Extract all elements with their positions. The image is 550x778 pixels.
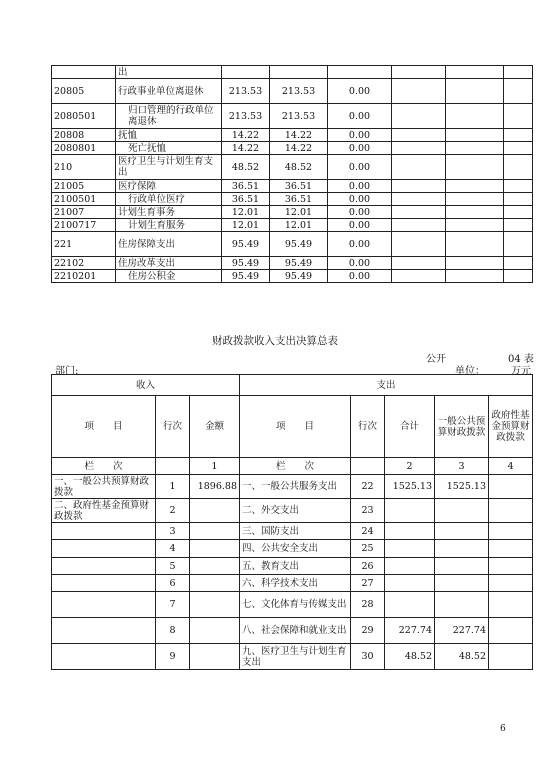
- row-amount: 95.49: [222, 232, 270, 257]
- empty-cell: [392, 206, 446, 219]
- row-code: [52, 66, 116, 79]
- table-number: 04 表: [508, 354, 534, 365]
- row-project: 0.00: [328, 270, 392, 283]
- row-basic: 14.22: [270, 129, 328, 142]
- row-basic: 12.01: [270, 206, 328, 219]
- general-budget-value: [435, 558, 489, 575]
- income-item: [52, 575, 156, 592]
- row-name: 归口管理的行政单位离退休: [116, 104, 222, 129]
- row-amount: 14.22: [222, 129, 270, 142]
- income-line: 9: [156, 644, 190, 670]
- expense-item: 二、外交支出: [240, 499, 351, 523]
- row-name: 住房改革支出: [116, 257, 222, 270]
- general-budget-header: 一般公共预算财政拨款: [435, 396, 489, 458]
- empty-cell: [392, 79, 446, 104]
- empty-cell: [446, 79, 504, 104]
- income-amount: [190, 499, 240, 523]
- row-code: 2080801: [52, 142, 116, 155]
- row-project: 0.00: [328, 129, 392, 142]
- row-project: 0.00: [328, 180, 392, 193]
- fund-budget-value: [489, 575, 533, 592]
- row-project: 0.00: [328, 155, 392, 180]
- expense-item: 八、社会保障和就业支出: [240, 618, 351, 644]
- row-name: 医疗保障: [116, 180, 222, 193]
- table-row: [52, 257, 533, 270]
- row-code: 2100717: [52, 219, 116, 232]
- income-item: 一、一般公共预算财政拨款: [52, 475, 156, 499]
- row-basic: 12.01: [270, 219, 328, 232]
- empty-cell: [504, 155, 533, 180]
- income-line: 7: [156, 592, 190, 618]
- empty-cell: [504, 257, 533, 270]
- expense-total: 227.74: [385, 618, 435, 644]
- expense-line: 25: [351, 540, 385, 558]
- income-item-header: 项 目: [52, 396, 156, 458]
- empty-cell: [504, 193, 533, 206]
- expense-total: 1525.13: [385, 475, 435, 499]
- table-row: [52, 232, 533, 257]
- row-name: 计划生育事务: [116, 206, 222, 219]
- row-code: 2100501: [52, 193, 116, 206]
- income-amount: [190, 618, 240, 644]
- empty-cell: [504, 129, 533, 142]
- empty-cell: [392, 219, 446, 232]
- general-budget-value: [435, 523, 489, 540]
- empty-cell: [446, 206, 504, 219]
- expense-line: 22: [351, 475, 385, 499]
- empty-cell: [504, 79, 533, 104]
- expense-header: 支出: [240, 375, 533, 396]
- expense-line: 28: [351, 592, 385, 618]
- empty-cell: [504, 180, 533, 193]
- fund-budget-value: [489, 523, 533, 540]
- table-row: [52, 219, 533, 232]
- expense-item: 三、国防支出: [240, 523, 351, 540]
- row-name: 抚恤: [116, 129, 222, 142]
- fund-budget-value: [489, 618, 533, 644]
- empty-cell: [446, 155, 504, 180]
- row-code: 2080501: [52, 104, 116, 129]
- row-basic: 95.49: [270, 270, 328, 283]
- empty-cell: [446, 142, 504, 155]
- summary-table-title: 财政拨款收入支出决算总表: [212, 335, 338, 347]
- expense-lanci: 栏 次: [240, 458, 351, 475]
- table-row: [52, 142, 533, 155]
- row-basic: 14.22: [270, 142, 328, 155]
- income-item: 二、政府性基金预算财政拨款: [52, 499, 156, 523]
- public-label: 公开: [426, 354, 446, 365]
- expense-total: [385, 575, 435, 592]
- empty-cell: [392, 232, 446, 257]
- expense-line: 26: [351, 558, 385, 575]
- empty-cell: [446, 257, 504, 270]
- general-budget-value: [435, 499, 489, 523]
- row-name: 住房公积金: [116, 270, 222, 283]
- expense-item: 五、教育支出: [240, 558, 351, 575]
- row-basic: [270, 66, 328, 79]
- empty-cell: [446, 270, 504, 283]
- empty-cell: [392, 142, 446, 155]
- unit-label: 单位：: [455, 366, 485, 377]
- row-amount: 48.52: [222, 155, 270, 180]
- row-project: 0.00: [328, 257, 392, 270]
- row-project: 0.00: [328, 142, 392, 155]
- row-name: 死亡抚恤: [116, 142, 222, 155]
- row-name: 行政单位医疗: [116, 193, 222, 206]
- income-item: [52, 644, 156, 670]
- row-basic: 36.51: [270, 180, 328, 193]
- table-row: [52, 66, 533, 79]
- income-amount: 1896.88: [190, 475, 240, 499]
- row-code: 210: [52, 155, 116, 180]
- empty-cell: [446, 193, 504, 206]
- expense-item: 六、科学技术支出: [240, 575, 351, 592]
- row-name: 住房保障支出: [116, 232, 222, 257]
- empty-cell: [392, 129, 446, 142]
- income-line-header: 行次: [156, 396, 190, 458]
- row-code: 20808: [52, 129, 116, 142]
- table-row: [52, 104, 533, 129]
- income-amount: [190, 644, 240, 670]
- table-row: [52, 592, 533, 618]
- income-line: 4: [156, 540, 190, 558]
- table-row: [52, 79, 533, 104]
- empty-cell: [446, 104, 504, 129]
- expense-line: 24: [351, 523, 385, 540]
- table-row: [52, 644, 533, 670]
- income-line: 3: [156, 523, 190, 540]
- fund-budget-value: [489, 475, 533, 499]
- general-budget-value: [435, 592, 489, 618]
- row-amount: 12.01: [222, 219, 270, 232]
- lanci-3: 3: [435, 458, 489, 475]
- income-line: 5: [156, 558, 190, 575]
- page-number: 6: [500, 724, 506, 734]
- general-budget-value: [435, 575, 489, 592]
- row-code: 2210201: [52, 270, 116, 283]
- row-amount: 95.49: [222, 270, 270, 283]
- fund-budget-value: [489, 540, 533, 558]
- row-name: 计划生育服务: [116, 219, 222, 232]
- lanci-1: 1: [190, 458, 240, 475]
- table-row: [52, 155, 533, 180]
- table-row: [52, 575, 533, 592]
- row-amount: 36.51: [222, 180, 270, 193]
- row-code: 21005: [52, 180, 116, 193]
- empty-cell: [504, 270, 533, 283]
- expense-line: 27: [351, 575, 385, 592]
- table-row: [52, 180, 533, 193]
- general-budget-value: 227.74: [435, 618, 489, 644]
- row-amount: 14.22: [222, 142, 270, 155]
- income-lanci: 栏 次: [52, 458, 156, 475]
- row-basic: 48.52: [270, 155, 328, 180]
- row-basic: 95.49: [270, 232, 328, 257]
- row-amount: 213.53: [222, 104, 270, 129]
- fund-budget-header: 政府性基金预算财政拨款: [489, 396, 533, 458]
- department-label: 部门:: [55, 366, 79, 377]
- empty-cell: [392, 193, 446, 206]
- row-name: 行政事业单位离退休: [116, 79, 222, 104]
- income-line: 2: [156, 499, 190, 523]
- empty-cell: [392, 257, 446, 270]
- income-amount: [190, 558, 240, 575]
- expenditure-detail-table: [51, 65, 533, 283]
- row-project: 0.00: [328, 219, 392, 232]
- income-line: 6: [156, 575, 190, 592]
- row-amount: [222, 66, 270, 79]
- row-basic: 95.49: [270, 257, 328, 270]
- income-amount-header: 金额: [190, 396, 240, 458]
- lanci-4: 4: [489, 458, 533, 475]
- expense-total: [385, 540, 435, 558]
- expense-line: 30: [351, 644, 385, 670]
- empty-cell: [392, 155, 446, 180]
- table-row: [52, 206, 533, 219]
- empty-cell: [504, 104, 533, 129]
- row-project: 0.00: [328, 79, 392, 104]
- empty-cell: [504, 219, 533, 232]
- table-row: [52, 129, 533, 142]
- row-basic: 36.51: [270, 193, 328, 206]
- income-header: 收入: [52, 375, 240, 396]
- table-row: [52, 270, 533, 283]
- fiscal-summary-table: [51, 374, 533, 670]
- expense-item-header: 项 目: [240, 396, 351, 458]
- row-amount: 213.53: [222, 79, 270, 104]
- table-row: [52, 540, 533, 558]
- income-item: [52, 540, 156, 558]
- expense-item: 四、公共安全支出: [240, 540, 351, 558]
- row-project: 0.00: [328, 193, 392, 206]
- row-basic: 213.53: [270, 79, 328, 104]
- expense-total: [385, 592, 435, 618]
- empty-cell: [446, 66, 504, 79]
- expense-total: [385, 523, 435, 540]
- income-item: [52, 558, 156, 575]
- income-amount: [190, 523, 240, 540]
- empty-cell: [446, 219, 504, 232]
- empty-cell: [504, 206, 533, 219]
- expense-item: 七、文化体育与传媒支出: [240, 592, 351, 618]
- empty-cell: [392, 66, 446, 79]
- empty-cell: [392, 104, 446, 129]
- income-line: 8: [156, 618, 190, 644]
- fund-budget-value: [489, 592, 533, 618]
- general-budget-value: [435, 540, 489, 558]
- expense-total: [385, 558, 435, 575]
- row-amount: 36.51: [222, 193, 270, 206]
- row-project: [328, 66, 392, 79]
- row-basic: 213.53: [270, 104, 328, 129]
- income-item: [52, 592, 156, 618]
- table-row: [52, 618, 533, 644]
- empty-cell: [504, 66, 533, 79]
- table-row: [52, 558, 533, 575]
- fund-budget-value: [489, 499, 533, 523]
- row-project: 0.00: [328, 206, 392, 219]
- empty-cell: [392, 270, 446, 283]
- row-name: 出: [116, 66, 222, 79]
- row-code: 21007: [52, 206, 116, 219]
- empty-cell: [504, 142, 533, 155]
- income-amount: [190, 592, 240, 618]
- expense-line-header: 行次: [351, 396, 385, 458]
- income-amount: [190, 575, 240, 592]
- fund-budget-value: [489, 644, 533, 670]
- empty-cell: [392, 180, 446, 193]
- empty-cell: [446, 232, 504, 257]
- table-row: [52, 499, 533, 523]
- general-budget-value: 48.52: [435, 644, 489, 670]
- row-amount: 12.01: [222, 206, 270, 219]
- expense-item: 一、一般公共服务支出: [240, 475, 351, 499]
- expense-line: 29: [351, 618, 385, 644]
- row-code: 22102: [52, 257, 116, 270]
- expense-line: 23: [351, 499, 385, 523]
- lanci-2: 2: [385, 458, 435, 475]
- empty-cell: [446, 180, 504, 193]
- expense-total: [385, 499, 435, 523]
- empty-cell: [504, 232, 533, 257]
- general-budget-value: 1525.13: [435, 475, 489, 499]
- income-item: [52, 523, 156, 540]
- fund-budget-value: [489, 558, 533, 575]
- table-row: [52, 193, 533, 206]
- row-project: 0.00: [328, 232, 392, 257]
- empty-cell: [446, 129, 504, 142]
- income-line: 1: [156, 475, 190, 499]
- row-project: 0.00: [328, 104, 392, 129]
- table-row: [52, 475, 533, 499]
- unit-value: 万元: [511, 366, 531, 377]
- expense-item: 九、医疗卫生与计划生育支出: [240, 644, 351, 670]
- expense-total: 48.52: [385, 644, 435, 670]
- income-amount: [190, 540, 240, 558]
- row-amount: 95.49: [222, 257, 270, 270]
- expense-total-header: 合计: [385, 396, 435, 458]
- row-code: 20805: [52, 79, 116, 104]
- income-item: [52, 618, 156, 644]
- row-code: 221: [52, 232, 116, 257]
- table-row: [52, 523, 533, 540]
- row-name: 医疗卫生与计划生育支出: [116, 155, 222, 180]
